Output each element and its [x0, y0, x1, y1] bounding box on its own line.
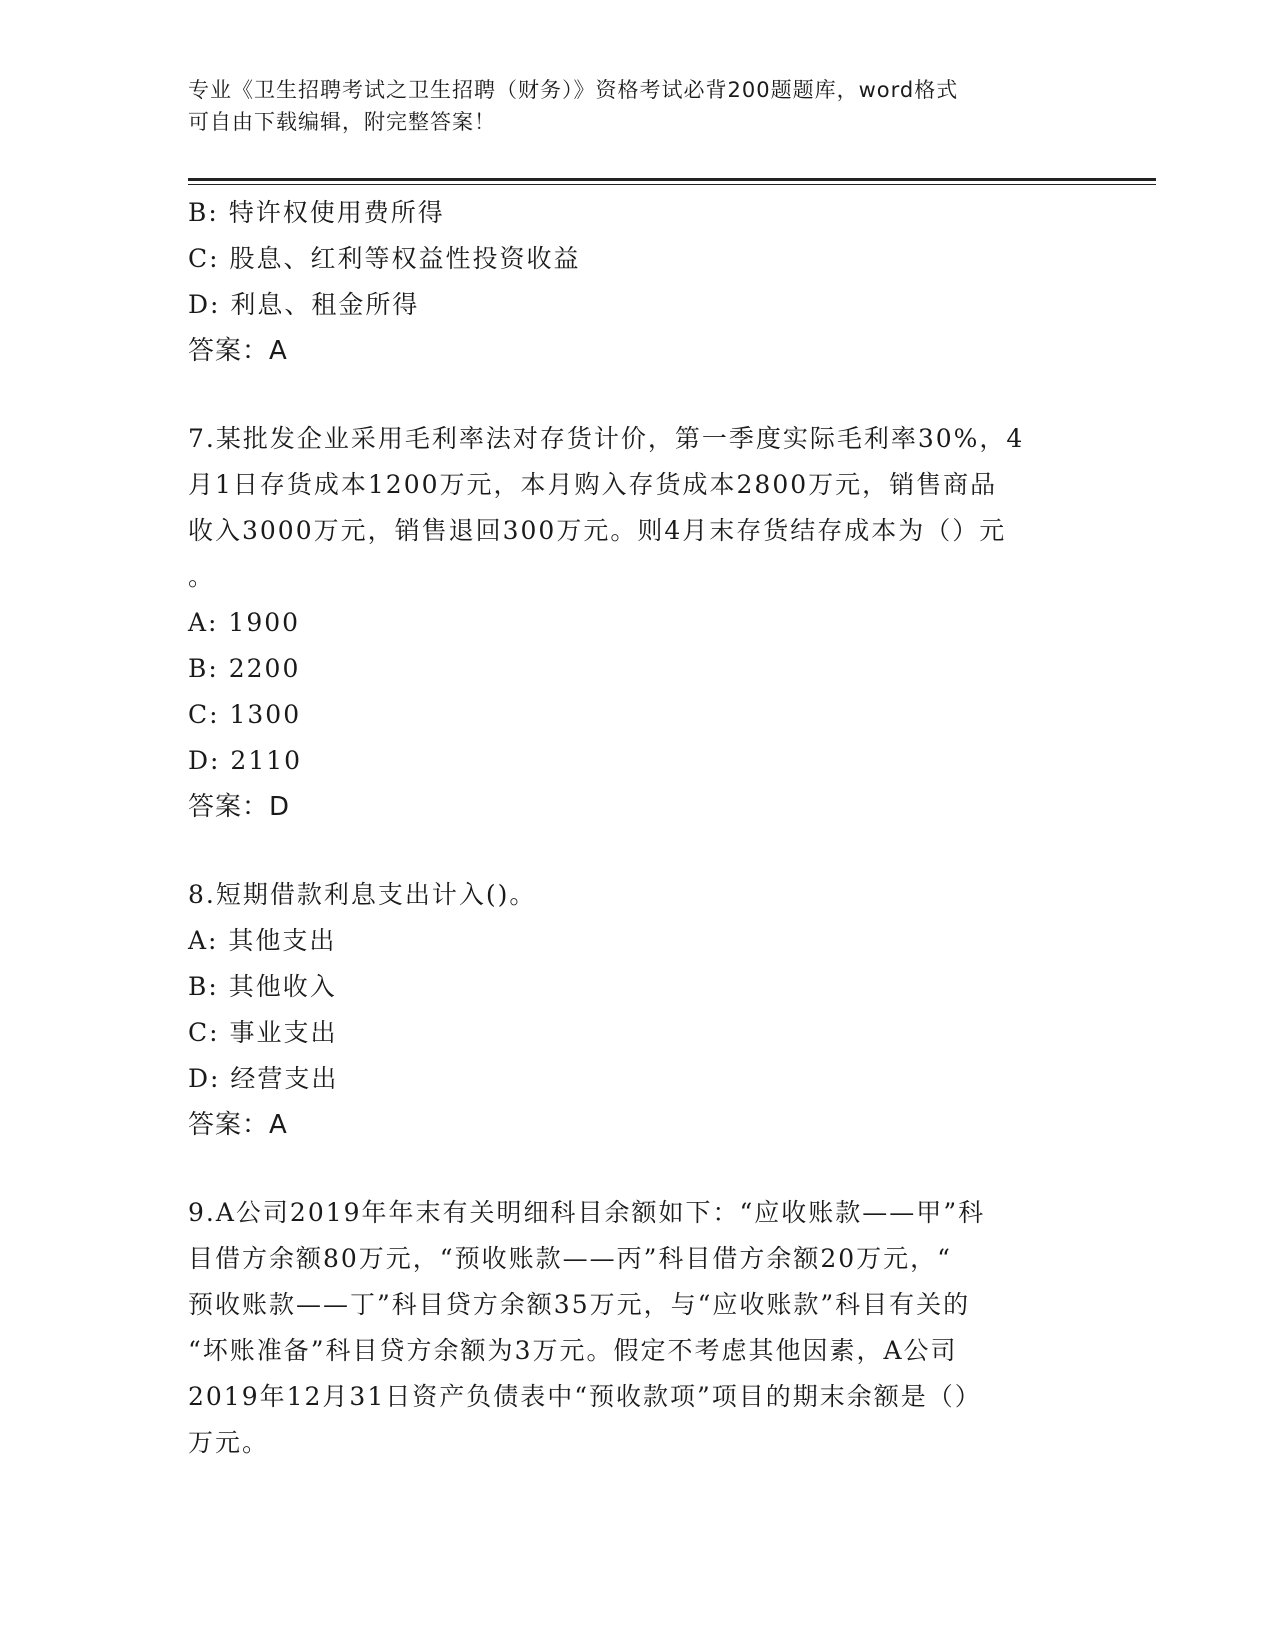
option-d: D: 经营支出	[188, 1064, 339, 1093]
question-stem-line: 月1日存货成本1200万元，本月购入存货成本2800万元，销售商品	[188, 470, 998, 499]
option-b: B: 特许权使用费所得	[188, 198, 445, 227]
question-stem-line: 。	[188, 562, 216, 591]
header-title-line-2: 可自由下载编辑，附完整答案！	[188, 110, 496, 134]
question-list	[188, 190, 1088, 1466]
header-divider-thin	[188, 184, 1156, 185]
question-7	[188, 416, 1088, 830]
spacer	[188, 1148, 1088, 1190]
option-c: C: 股息、红利等权益性投资收益	[188, 244, 581, 273]
option-b: B: 其他收入	[188, 972, 337, 1001]
option-a: A: 其他支出	[188, 926, 337, 955]
answer: 答案：A	[188, 336, 288, 366]
header-title-line-1: 专业《卫生招聘考试之卫生招聘（财务）》资格考试必背200题题库，word格式	[188, 78, 959, 102]
spacer	[188, 830, 1088, 872]
question-stem-line: 预收账款——丁”科目贷方余额35万元，与“应收账款”科目有关的	[188, 1290, 971, 1319]
answer: 答案：D	[188, 792, 291, 822]
option-a: A: 1900	[188, 608, 301, 637]
option-c: C: 1300	[188, 700, 302, 729]
option-b: B: 2200	[188, 654, 301, 683]
question-stem-line: 8.短期借款利息支出计入()。	[188, 880, 537, 909]
question-stem-line: 2019年12月31日资产负债表中“预收款项”项目的期末余额是（）	[188, 1382, 982, 1411]
header-divider-thick	[188, 178, 1156, 181]
question-stem-line: 收入3000万元，销售退回300万元。则4月末存货结存成本为（）元	[188, 516, 1007, 545]
question-stem-line: 9.A公司2019年年末有关明细科目余额如下：“应收账款——甲”科	[188, 1198, 986, 1227]
question-stem-line: 7.某批发企业采用毛利率法对存货计价，第一季度实际毛利率30%，4	[188, 424, 1025, 453]
option-d: D: 2110	[188, 746, 303, 775]
question-8	[188, 872, 1088, 1148]
question-stem-line: “坏账准备”科目贷方余额为3万元。假定不考虑其他因素，A公司	[188, 1336, 958, 1365]
document-header	[188, 74, 1088, 138]
question-9	[188, 1190, 1088, 1466]
answer: 答案：A	[188, 1110, 288, 1140]
spacer	[188, 374, 1088, 416]
question-6	[188, 190, 1088, 374]
question-stem-line: 万元。	[188, 1428, 270, 1457]
option-d: D: 利息、租金所得	[188, 290, 420, 319]
option-c: C: 事业支出	[188, 1018, 338, 1047]
question-stem-line: 目借方余额80万元，“预收账款——丙”科目借方余额20万元，“	[188, 1244, 952, 1273]
